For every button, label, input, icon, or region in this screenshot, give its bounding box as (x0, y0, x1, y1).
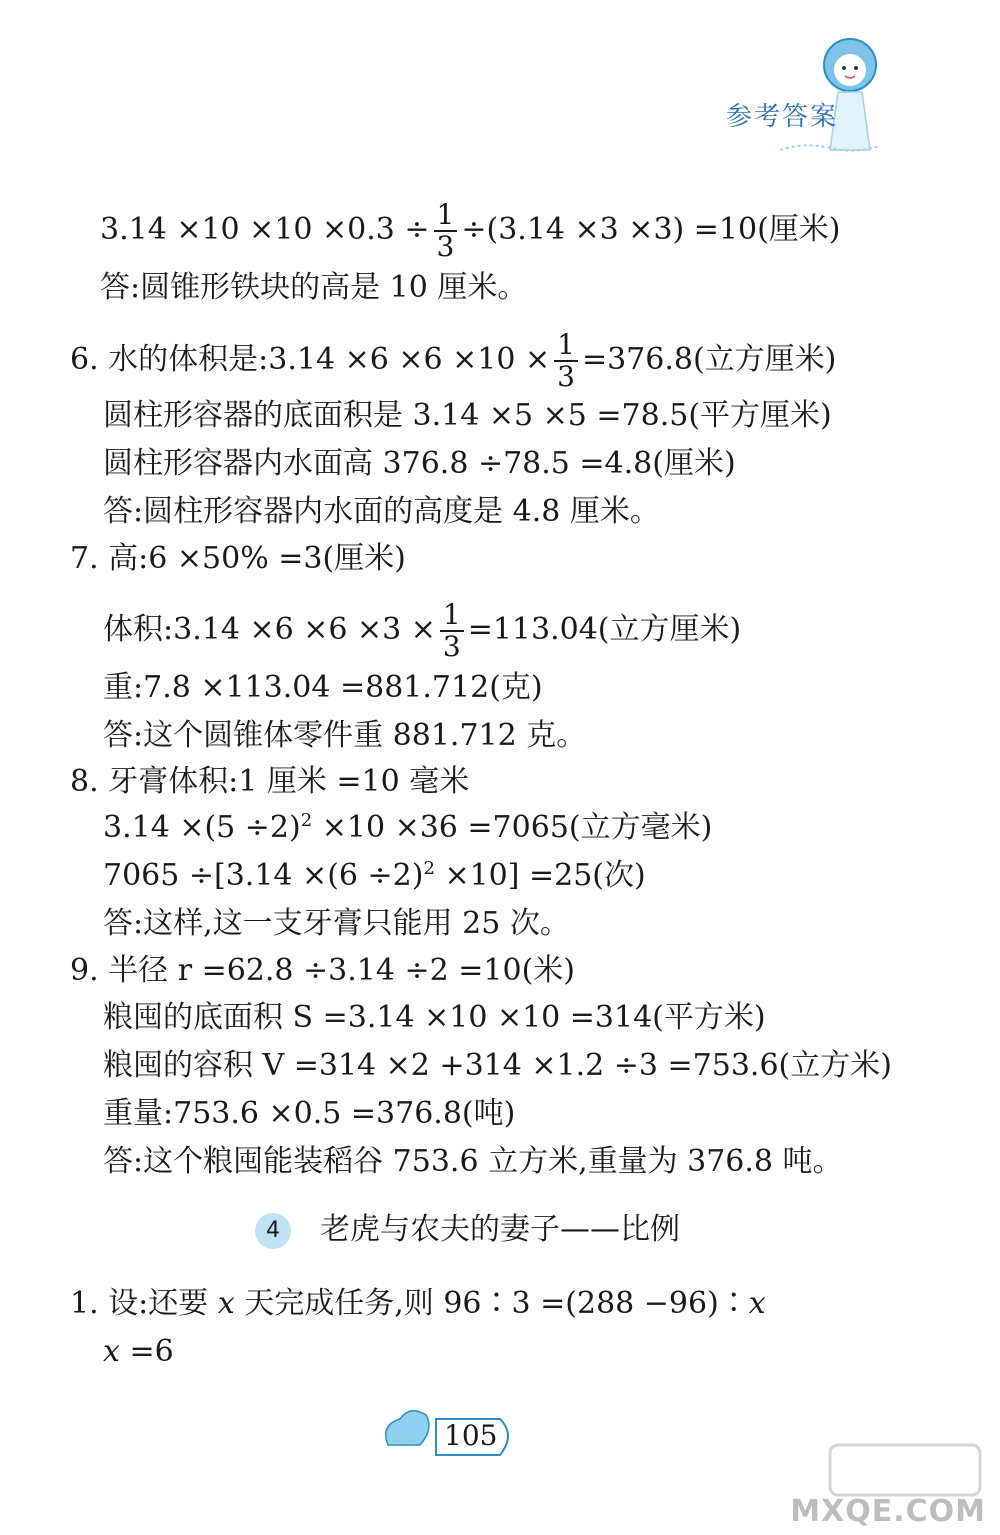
question-8-line: 8. 牙膏体积:1 厘米 =10 毫米 (70, 764, 470, 799)
answer-line: $3.14 \times(5 \div 2)^2 \times 10 \times 36 =7065$(立方毫米) (103, 810, 713, 845)
section-number-badge: 4 (255, 1213, 291, 1249)
answer-line: 粮囤的底面积 S =3.14 ×10 ×10 =314(平方米) (103, 1000, 766, 1035)
answer-line: 答:这样,这一支牙膏只能用 25 次。 (103, 906, 570, 941)
answer-line: 粮囤的容积 V =314 ×2 +314 ×1.2 ÷3 =753.6(立方米) (103, 1048, 892, 1083)
answer-line: 答:圆柱形容器内水面的高度是 4.8 厘米。 (103, 494, 660, 529)
answer-line: 3.14 ×10 ×10 ×0.3 ÷ $\frac{1}{3}$ ÷(3.14 ×3 ×3) =10(厘米) (100, 198, 841, 263)
fraction: $\frac{1}{3}$ (434, 200, 458, 262)
answer-line: 圆柱形容器的底面积是 3.14 ×5 ×5 =78.5(平方厘米) (103, 398, 832, 433)
watermark-text: MXQE.COM (790, 1494, 986, 1529)
answer-line: $7065 \div[3.14 \times(6 \div 2)^2 \times 10] =25$(次) (103, 858, 646, 893)
question-9-line: 9. 半径 r =62.8 ÷3.14 ÷2 =10(米) (70, 953, 575, 988)
fraction: $\frac{1}{3}$ (554, 330, 578, 392)
answer-line: 答:这个粮囤能装稻谷 753.6 立方米,重量为 376.8 吨。 (103, 1144, 843, 1179)
page-number: 105 (444, 1419, 498, 1452)
header-title: 参考答案 (726, 102, 839, 132)
answer-line: x =6 (103, 1334, 174, 1369)
page-number-badge (380, 1405, 520, 1465)
fraction: $\frac{1}{3}$ (440, 600, 464, 662)
answer-line: 答:圆锥形铁块的高是 10 厘米。 (100, 270, 528, 305)
section-title: 老虎与农夫的妻子——比例 (320, 1212, 680, 1247)
question-6-line: 6. 水的体积是:3.14 ×6 ×6 ×10 × $\frac{1}{3}$ =376.8(立方厘米) (70, 328, 837, 393)
answer-line: 重:7.8 ×113.04 =881.712(克) (103, 670, 543, 705)
answer-line: 重量:753.6 ×0.5 =376.8(吨) (103, 1096, 516, 1131)
answer-line: 体积:3.14 ×6 ×6 ×3 × $\frac{1}{3}$ =113.04(立方厘米) (103, 598, 742, 663)
answer-line: 答:这个圆锥体零件重 881.712 克。 (103, 718, 587, 753)
header-decoration-dots (780, 140, 880, 154)
answer-line: 圆柱形容器内水面高 376.8 ÷78.5 =4.8(厘米) (103, 446, 736, 481)
question-1-line: 1. 设:还要 x 天完成任务,则 96∶3 =(288 −96)∶x (70, 1286, 766, 1321)
question-7-line: 7. 高:6 ×50% =3(厘米) (70, 541, 406, 576)
